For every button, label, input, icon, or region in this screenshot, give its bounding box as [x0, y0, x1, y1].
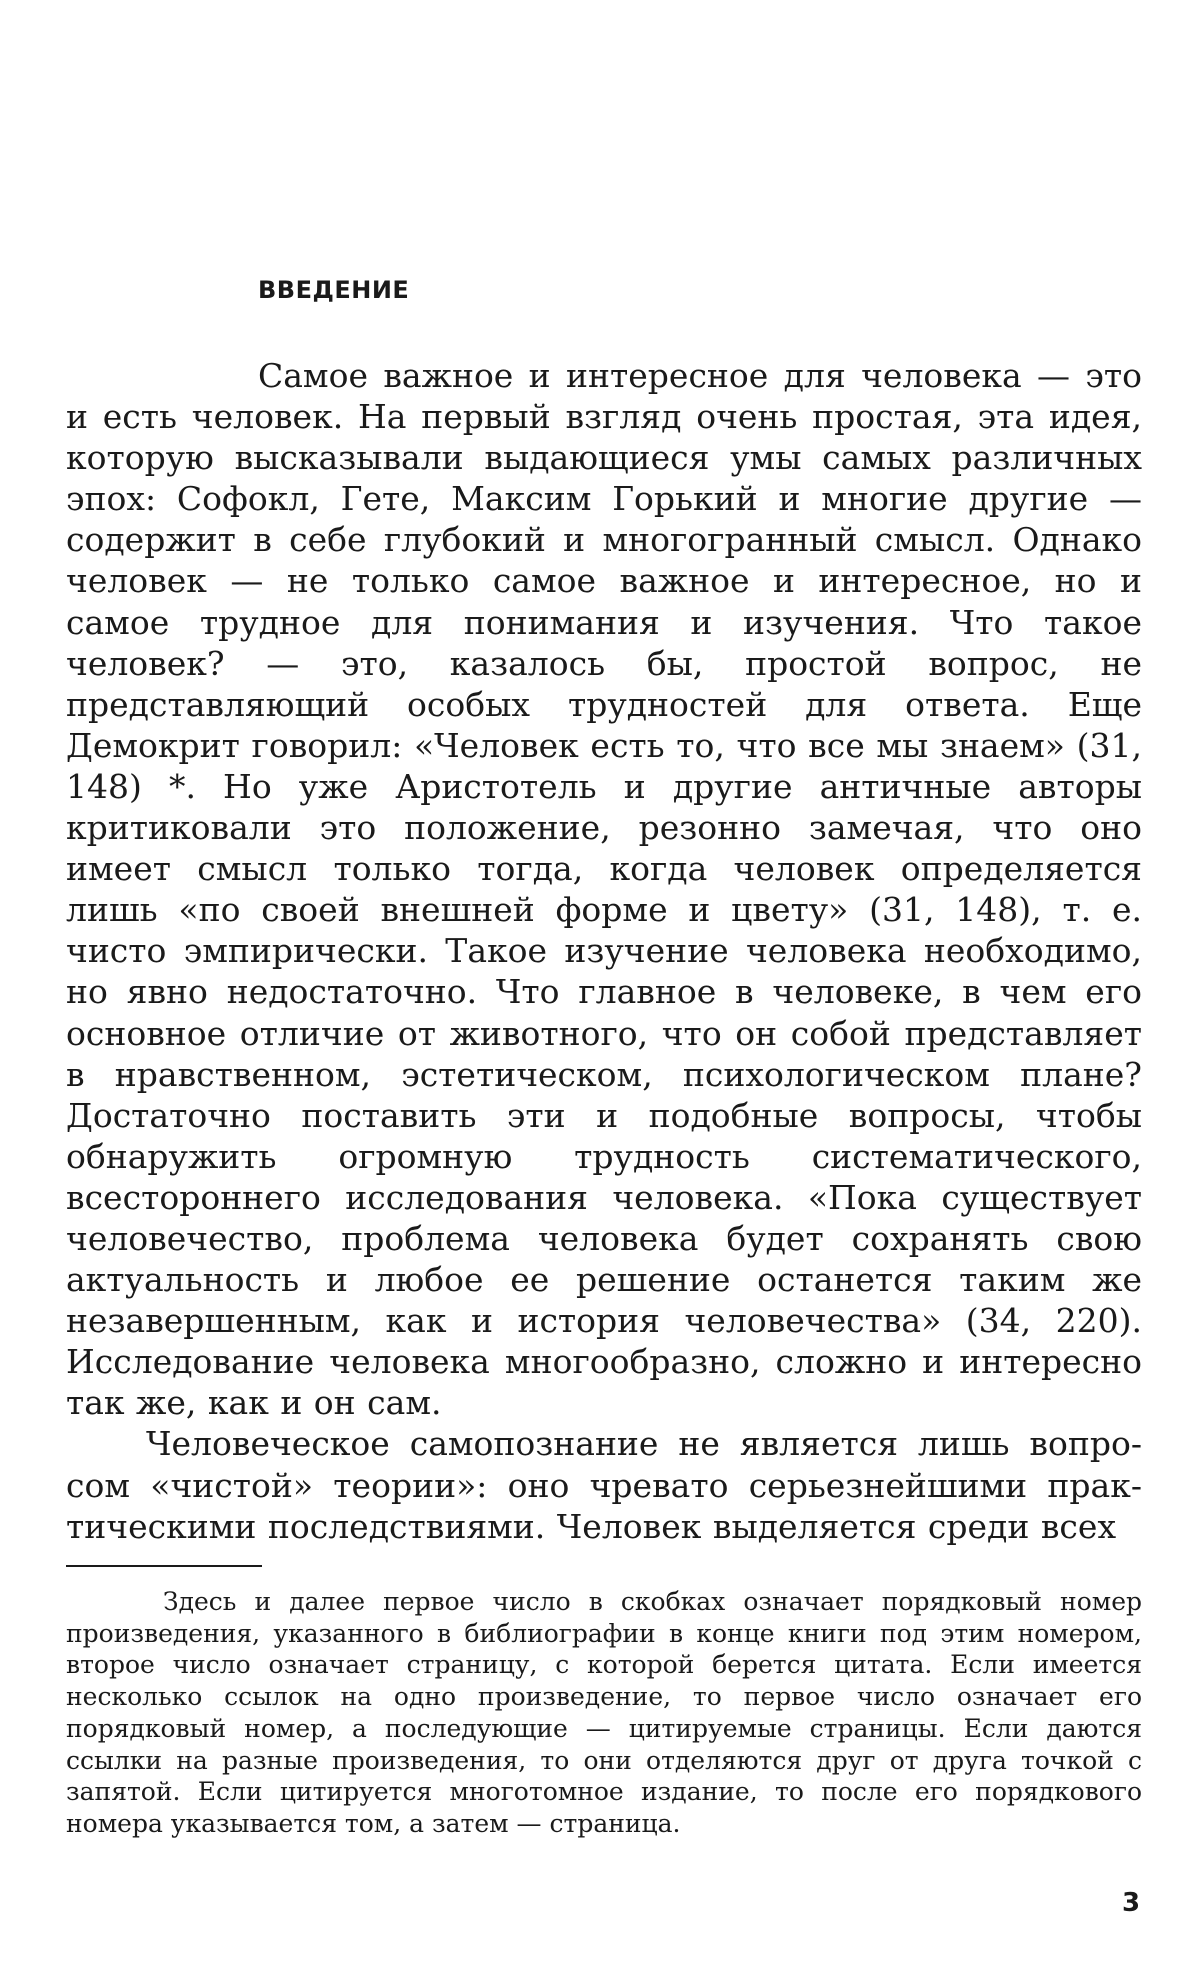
footnote: Здесь и далее первое число в скобках означает порядковый номер произведения, указанного в библиографии в конце книги под этим номером, второе число означает страницу, с которой берется цитата. Если имеется несколько ссылок на одно произведение, то первое число означает его порядковый номер, а последующие — цитируемые страницы. Если даются ссылки на разные произведения, то они отделяются друг от друга точкой с запятой. Если цитируется многотомное издание, то после его порядкового номера указывается том, а затем — страница.	[66, 1587, 1142, 1838]
main-text	[66, 355, 1142, 1547]
paragraph-2: Человеческое самопознание не является лишь вопросом «чистой» теории»: оно чревато серьезнейшими практическими последствиями. Человек выделяется среди всех	[66, 1424, 1142, 1546]
paragraph-1: Самое важное и интересное для человека — это и есть человек. На первый взгляд очень простая, эта идея, которую высказывали выдающиеся умы самых различных эпох: Софокл, Гете, Максим Горький и многие другие — содержит в себе глубокий и многогранный смысл. Однако человек — не только самое важное и интересное, но и самое трудное для понимания и изучения. Что такое человек? — это, казалось бы, простой вопрос, не представляющий особых трудностей для ответа. Еще Демокрит говорил: «Человек есть то, что все мы знаем» (31, 148) *. Но уже Аристотель и другие античные авторы критиковали это положение, резонно замечая, что оно имеет смысл только тогда, когда человек определяется лишь «по своей внешней форме и цвету» (31, 148), т. е. чисто эмпирически. Такое изучение человека необходимо, но явно недостаточно. Что главное в человеке, в чем его основное отличие от животного, что он собой представляет в нравственном, эстетическом, психологическом плане? Достаточно поставить эти и подобные вопросы, чтобы обнаружить огромную трудность систематического, всестороннего исследования человека. «Пока существует человечество, проблема человека будет сохранять свою актуальность и любое ее решение останется таким же незавершенным, как и история человечества» (34, 220). Исследование человека многообразно, сложно и интересно так же, как и он сам.	[66, 356, 1142, 1423]
section-heading: ВВЕДЕНИЕ	[258, 276, 410, 304]
page-number: 3	[1122, 1888, 1141, 1918]
footnote-divider	[66, 1565, 262, 1567]
